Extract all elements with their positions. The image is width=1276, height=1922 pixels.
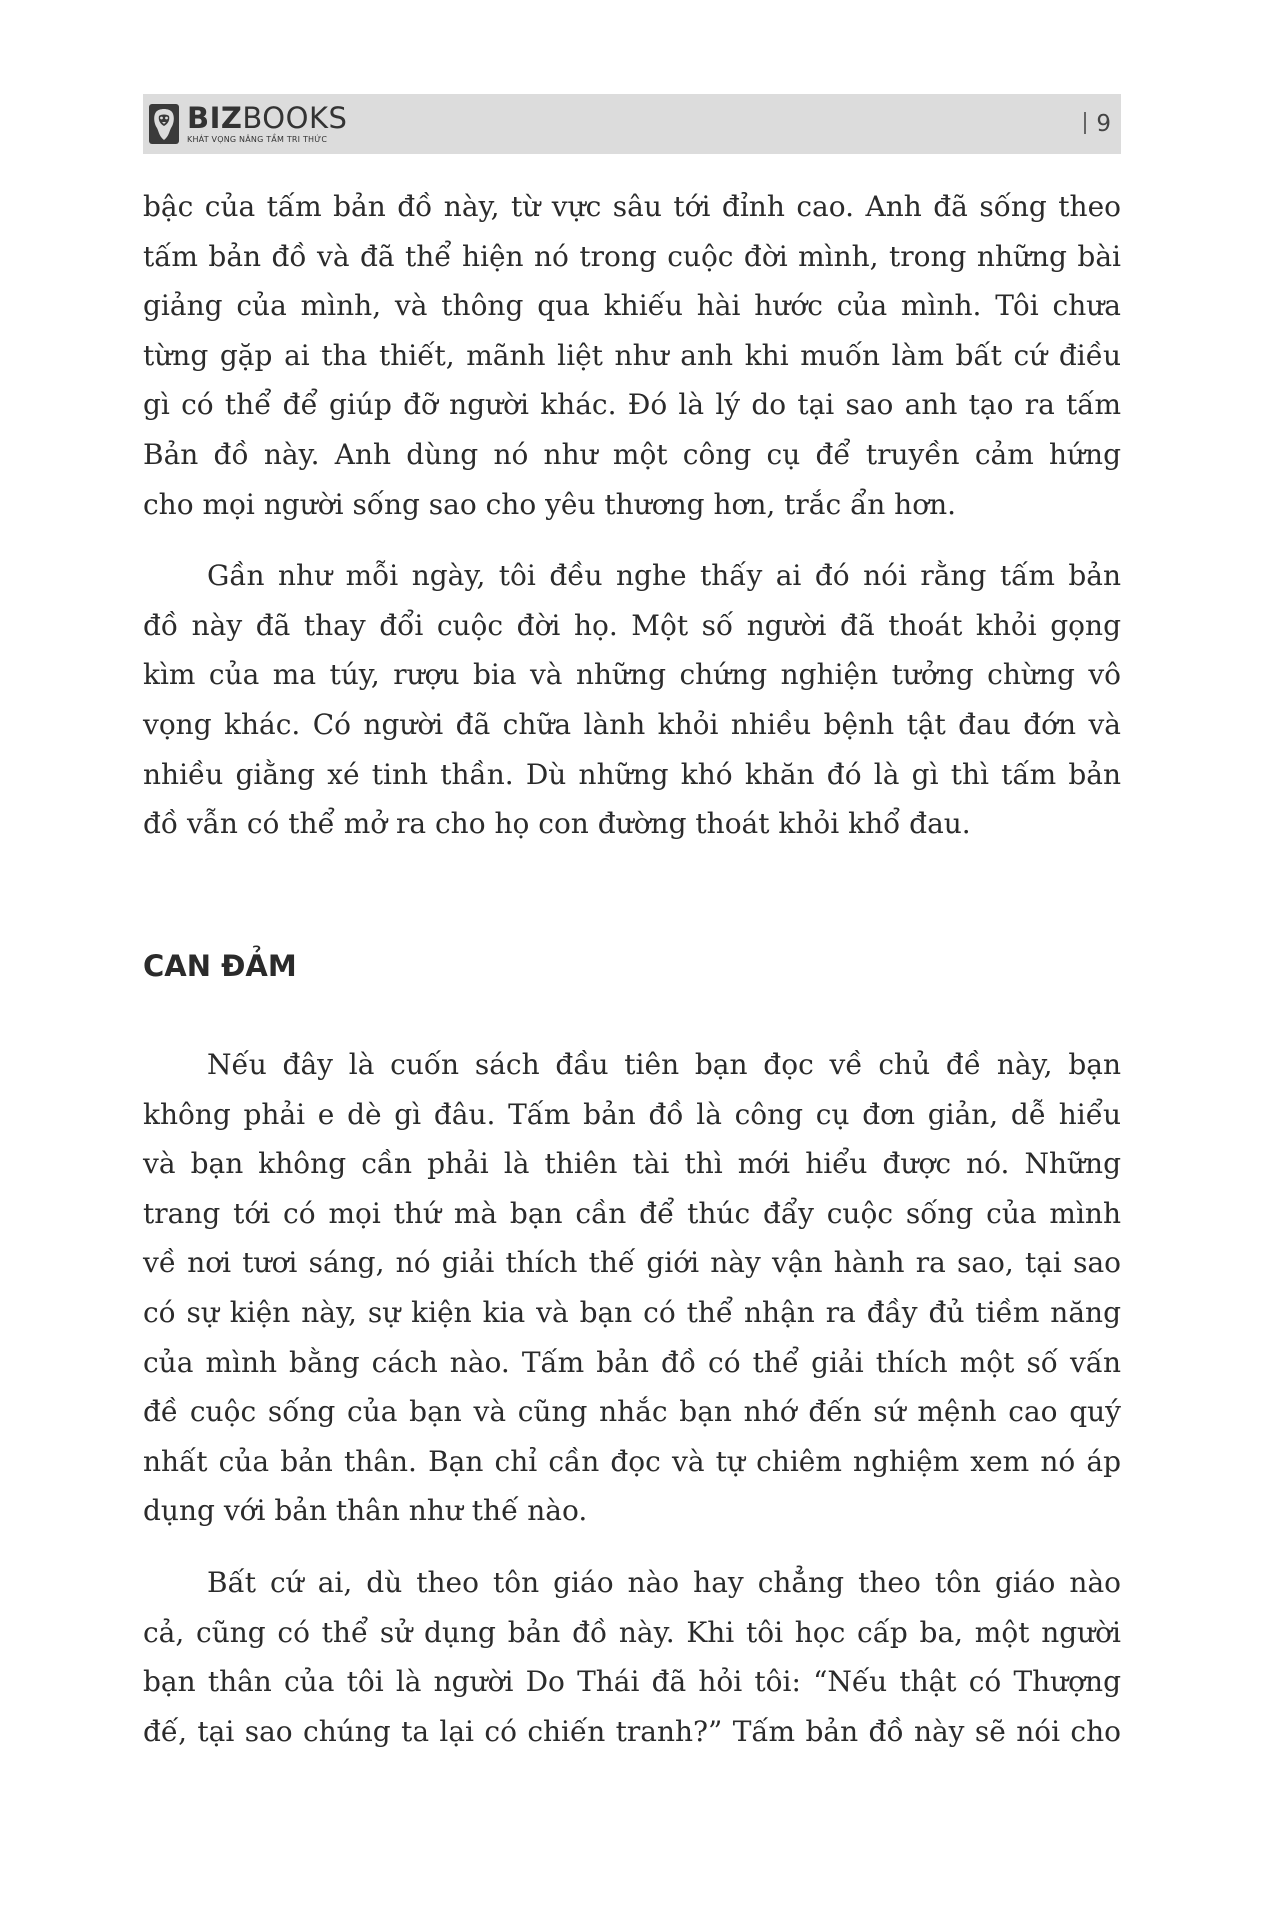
paragraph-1 [143, 182, 1121, 529]
text-line: giảng của mình, và thông qua khiếu hài hước của mình. Tôi chưa [143, 289, 1121, 323]
text-line: tấm bản đồ và đã thể hiện nó trong cuộc đời mình, trong những bài [143, 239, 1121, 273]
text-line: trang tới có mọi thứ mà bạn cần để thúc đẩy cuộc sống của mình [143, 1196, 1121, 1230]
body-text-top [143, 182, 1121, 849]
text-line: vọng khác. Có người đã chữa lành khỏi nhiều bệnh tật đau đớn và [143, 707, 1121, 741]
text-line: bạn thân của tôi là người Do Thái đã hỏi tôi: “Nếu thật có Thượng [143, 1665, 1121, 1699]
text-line: Bản đồ này. Anh dùng nó như một công cụ để truyền cảm hứng [143, 437, 1121, 471]
text-line: về nơi tươi sáng, nó giải thích thế giới này vận hành ra sao, tại sao [143, 1246, 1121, 1280]
text-line: không phải e dè gì đâu. Tấm bản đồ là công cụ đơn giản, dễ hiểu [143, 1097, 1121, 1131]
text-line: gì có thể để giúp đỡ người khác. Đó là lý do tại sao anh tạo ra tấm [143, 388, 1121, 422]
bizbooks-logo [147, 98, 347, 150]
text-line: nhất của bản thân. Bạn chỉ cần đọc và tự chiêm nghiệm xem nó áp [143, 1444, 1121, 1478]
text-line: bậc của tấm bản đồ này, từ vực sâu tới đỉnh cao. Anh đã sống theo [143, 190, 1121, 223]
text-line: đồ này đã thay đổi cuộc đời họ. Một số người đã thoát khỏi gọng [143, 608, 1121, 642]
text-line: có sự kiện này, sự kiện kia và bạn có thể nhận ra đầy đủ tiềm năng [143, 1295, 1121, 1329]
logo-tagline: KHÁT VỌNG NÂNG TẦM TRI THỨC [187, 135, 328, 144]
running-header [143, 94, 1121, 154]
text-line: đồ vẫn có thể mở ra cho họ con đường thoát khỏi khổ đau. [143, 807, 971, 841]
text-line: của mình bằng cách nào. Tấm bản đồ có thể giải thích một số vấn [143, 1345, 1121, 1379]
section-heading: CAN ĐẢM [143, 949, 297, 983]
paragraph-4 [143, 1558, 1121, 1756]
text-line: từng gặp ai tha thiết, mãnh liệt như anh khi muốn làm bất cứ điều [143, 338, 1121, 372]
text-line: cả, cũng có thể sử dụng bản đồ này. Khi tôi học cấp ba, một người [143, 1615, 1121, 1649]
logo-wordmark: BIZBOOKS [187, 101, 348, 135]
text-line: Bất cứ ai, dù theo tôn giáo nào hay chẳng theo tôn giáo nào [207, 1565, 1121, 1599]
page-number [1084, 111, 1111, 137]
text-line: kìm của ma túy, rượu bia và những chứng nghiện tưởng chừng vô [143, 658, 1121, 692]
text-line: nhiều giằng xé tinh thần. Dù những khó khăn đó là gì thì tấm bản [143, 757, 1121, 791]
text-line: đề cuộc sống của bạn và cũng nhắc bạn nhớ đến sứ mệnh cao quý [143, 1395, 1121, 1429]
text-line: và bạn không cần phải là thiên tài thì mới hiểu được nó. Những [143, 1147, 1121, 1181]
text-line: Gần như mỗi ngày, tôi đều nghe thấy ai đó nói rằng tấm bản [207, 559, 1121, 593]
page-number-divider [1084, 112, 1086, 134]
text-line: cho mọi người sống sao cho yêu thương hơn, trắc ẩn hơn. [143, 487, 956, 521]
text-line: Nếu đây là cuốn sách đầu tiên bạn đọc về chủ đề này, bạn [207, 1048, 1121, 1081]
paragraph-3 [143, 1040, 1121, 1536]
page-number-value: 9 [1096, 111, 1111, 137]
text-line: dụng với bản thân như thế nào. [143, 1494, 588, 1528]
body-text-bottom [143, 1040, 1121, 1756]
paragraph-2 [143, 551, 1121, 849]
text-line: đế, tại sao chúng ta lại có chiến tranh?” Tấm bản đồ này sẽ nói cho [143, 1714, 1121, 1748]
lion-head-icon [147, 100, 181, 148]
